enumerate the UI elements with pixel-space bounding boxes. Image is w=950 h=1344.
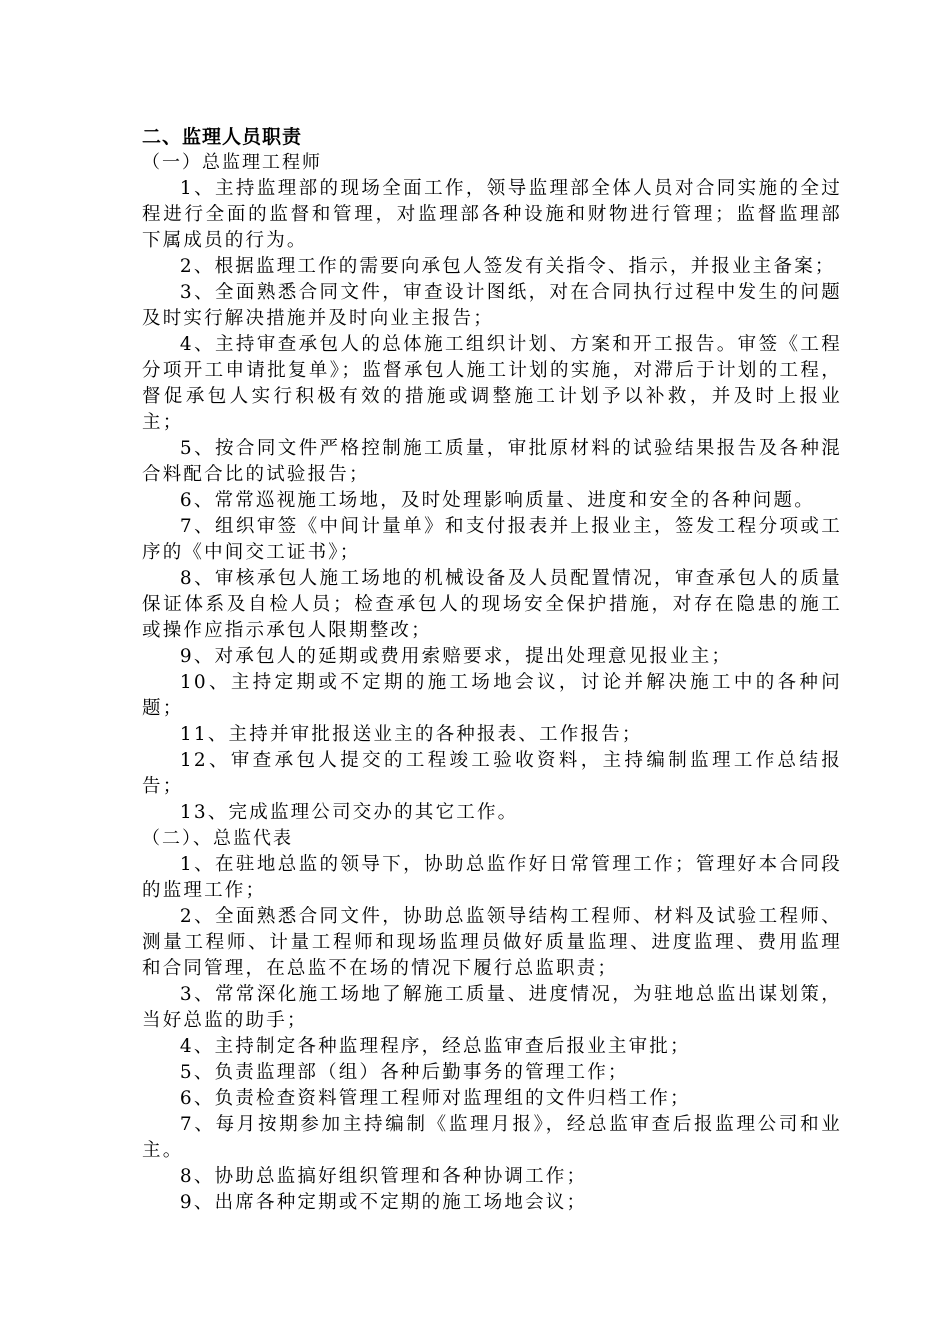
chief-duty-10: 10、主持定期或不定期的施工场地会议，讨论并解决施工中的各种问题；	[142, 672, 842, 719]
chief-duty-6: 6、常常巡视施工场地，及时处理影响质量、进度和安全的各种问题。	[179, 490, 815, 511]
chief-duty-12: 12、审查承包人提交的工程竣工验收资料，主持编制监理工作总结报告；	[142, 750, 842, 797]
deputy-duty-1: 1、在驻地总监的领导下，协助总监作好日常管理工作；管理好本合同段的监理工作；	[142, 854, 842, 901]
deputy-duty-7: 7、每月按期参加主持编制《监理月报》，经总监审查后报监理公司和业主。	[142, 1114, 842, 1161]
chief-engineer-heading: （一）总监理工程师	[142, 152, 322, 173]
deputy-duty-5: 5、负责监理部（组）各种后勤事务的管理工作；	[179, 1062, 629, 1083]
deputy-duty-3: 3、常常深化施工场地了解施工质量、进度情况，为驻地总监出谋划策，当好总监的助手；	[142, 984, 842, 1031]
document-body	[142, 124, 842, 1216]
chief-duty-1: 1、主持监理部的现场全面工作，领导监理部全体人员对合同实施的全过程进行全面的监督和管理，对监理部各种设施和财物进行管理；监督监理部下属成员的行为。	[142, 178, 842, 251]
chief-duty-11: 11、主持并审批报送业主的各种报表、工作报告；	[179, 724, 643, 745]
chief-duty-3: 3、全面熟悉合同文件，审查设计图纸，对在合同执行过程中发生的问题及时实行解决措施并及时向业主报告；	[142, 282, 842, 329]
chief-duty-13: 13、完成监理公司交办的其它工作。	[179, 802, 519, 823]
chief-duty-7: 7、组织审签《中间计量单》和支付报表并上报业主，签发工程分项或工序的《中间交工证书》；	[142, 516, 842, 563]
chief-duty-5: 5、按合同文件严格控制施工质量，审批原材料的试验结果报告及各种混合料配合比的试验报告；	[142, 438, 842, 485]
chief-duty-9: 9、对承包人的延期或费用索赔要求，提出处理意见报业主；	[179, 646, 733, 667]
chief-duty-8: 8、审核承包人施工场地的机械设备及人员配置情况，审查承包人的质量保证体系及自检人员；检查承包人的现场安全保护措施，对存在隐患的施工或操作应指示承包人限期整改；	[142, 568, 842, 641]
section-title: 二、监理人员职责	[142, 126, 303, 148]
deputy-duty-2: 2、全面熟悉合同文件，协助总监领导结构工程师、材料及试验工程师、测量工程师、计量工程师和现场监理员做好质量监理、进度监理、费用监理和合同管理，在总监不在场的情况下履行总监职责；	[142, 906, 842, 979]
deputy-duty-8: 8、协助总监搞好组织管理和各种协调工作；	[179, 1166, 588, 1187]
deputy-heading: （二）、总监代表	[142, 828, 293, 849]
chief-duty-2: 2、根据监理工作的需要向承包人签发有关指令、指示，并报业主备案；	[179, 256, 836, 277]
deputy-duty-9: 9、出席各种定期或不定期的施工场地会议；	[179, 1192, 588, 1213]
chief-duty-4: 4、主持审查承包人的总体施工组织计划、方案和开工报告。审签《工程分项开工申请批复单》；监督承包人施工计划的实施，对滞后于计划的工程，督促承包人实行积极有效的措施或调整施工计划予以补救，并及时上报业主；	[142, 334, 842, 433]
deputy-duty-6: 6、负责检查资料管理工程师对监理组的文件归档工作；	[179, 1088, 691, 1109]
deputy-duty-4: 4、主持制定各种监理程序，经总监审查后报业主审批；	[179, 1036, 691, 1057]
